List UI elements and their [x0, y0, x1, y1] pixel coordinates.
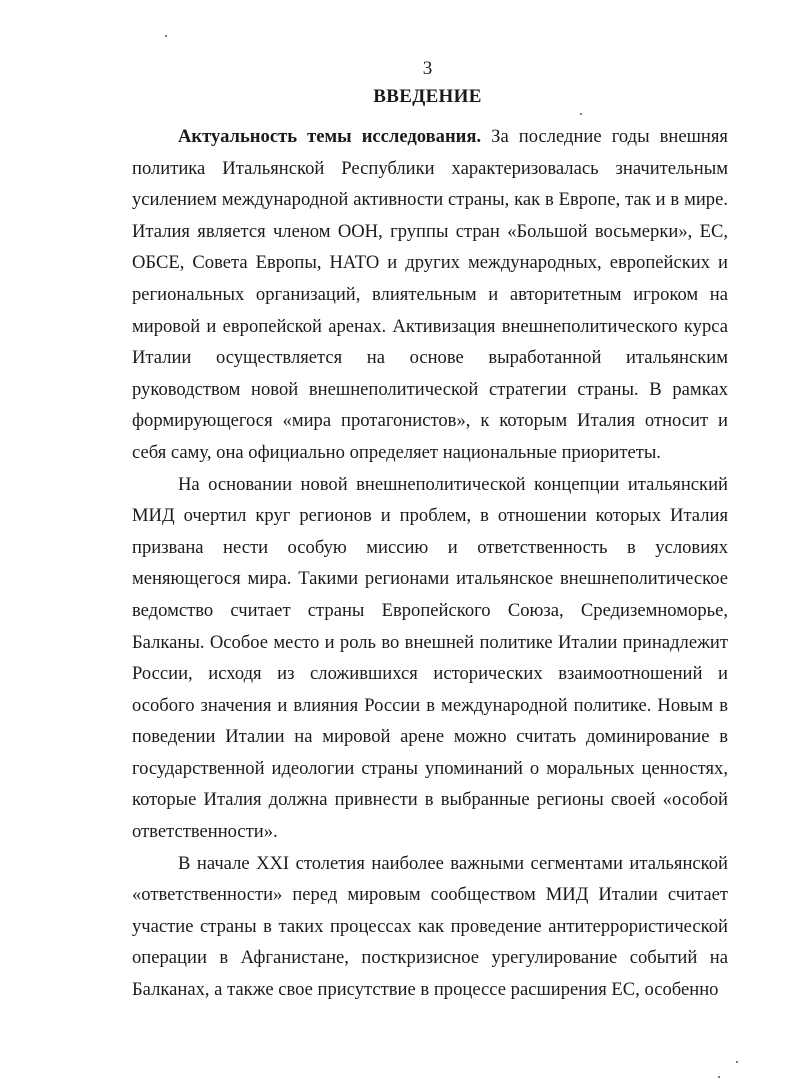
body-text: [132, 121, 728, 1006]
paragraph-xxi-century: [132, 848, 728, 1006]
paragraph-text: На основании новой внешнеполитической концепции итальянский МИД очертил круг регионов и проблем, в отношении которых Италия призвана нести особую миссию и ответственность в условиях меняющегося мира. Такими регионами итальянское внешнеполитическое ведомство считает страны Европейского Союза, Средиземноморье, Балканы. Особое место и роль во внешней политике Италии принадлежит России, исходя из сложившихся исторических взаимоотношений и особого значения и влияния России в международной политике. Новым в поведении Италии на мировой арене можно считать доминирование в государственной идеологии страны упоминаний о моральных ценностях, которые Италия должна привнести в выбранные регионы своей «особой ответственности».: [132, 473, 728, 843]
paragraph-text: За последние годы внешняя политика Итальянской Республики характеризовалась значительным усилением международной активности страны, как в Европе, так и в мире. Италия является членом ООН, группы стран «Большой восьмерки», ЕС, ОБСЕ, Совета Европы, НАТО и других международных, европейских и региональных организаций, влиятельным и авторитетным игроком на мировой и европейской аренах. Активизация внешнеполитического курса Италии осуществляется на основе выработанной итальянским руководством новой внешнеполитической стратегии страны. В рамках формирующегося «мира протагонистов», к которым Италия относит и себя саму, она официально определяет национальные приоритеты.: [132, 126, 728, 463]
scan-speck: [580, 113, 582, 115]
paragraph-concept: [132, 469, 728, 848]
paragraph-text: В начале XXI столетия наиболее важными сегментами итальянской «ответственности» перед мировым сообществом МИД Италии считает участие страны в таких процессах как проведение антитеррористической операции в Афганистане, посткризисное урегулирование событий на Балканах, а также свое присутствие в процессе расширения ЕС, особенно: [132, 852, 728, 1001]
paragraph-lead: Актуальность темы исследования.: [178, 126, 482, 147]
scan-speck: [736, 1061, 738, 1063]
paragraph-relevance: [132, 121, 728, 469]
scan-speck: [718, 1076, 720, 1078]
section-heading: ВВЕДЕНИЕ: [373, 86, 482, 107]
page-number: 3: [422, 58, 433, 79]
scan-speck: [165, 35, 167, 37]
